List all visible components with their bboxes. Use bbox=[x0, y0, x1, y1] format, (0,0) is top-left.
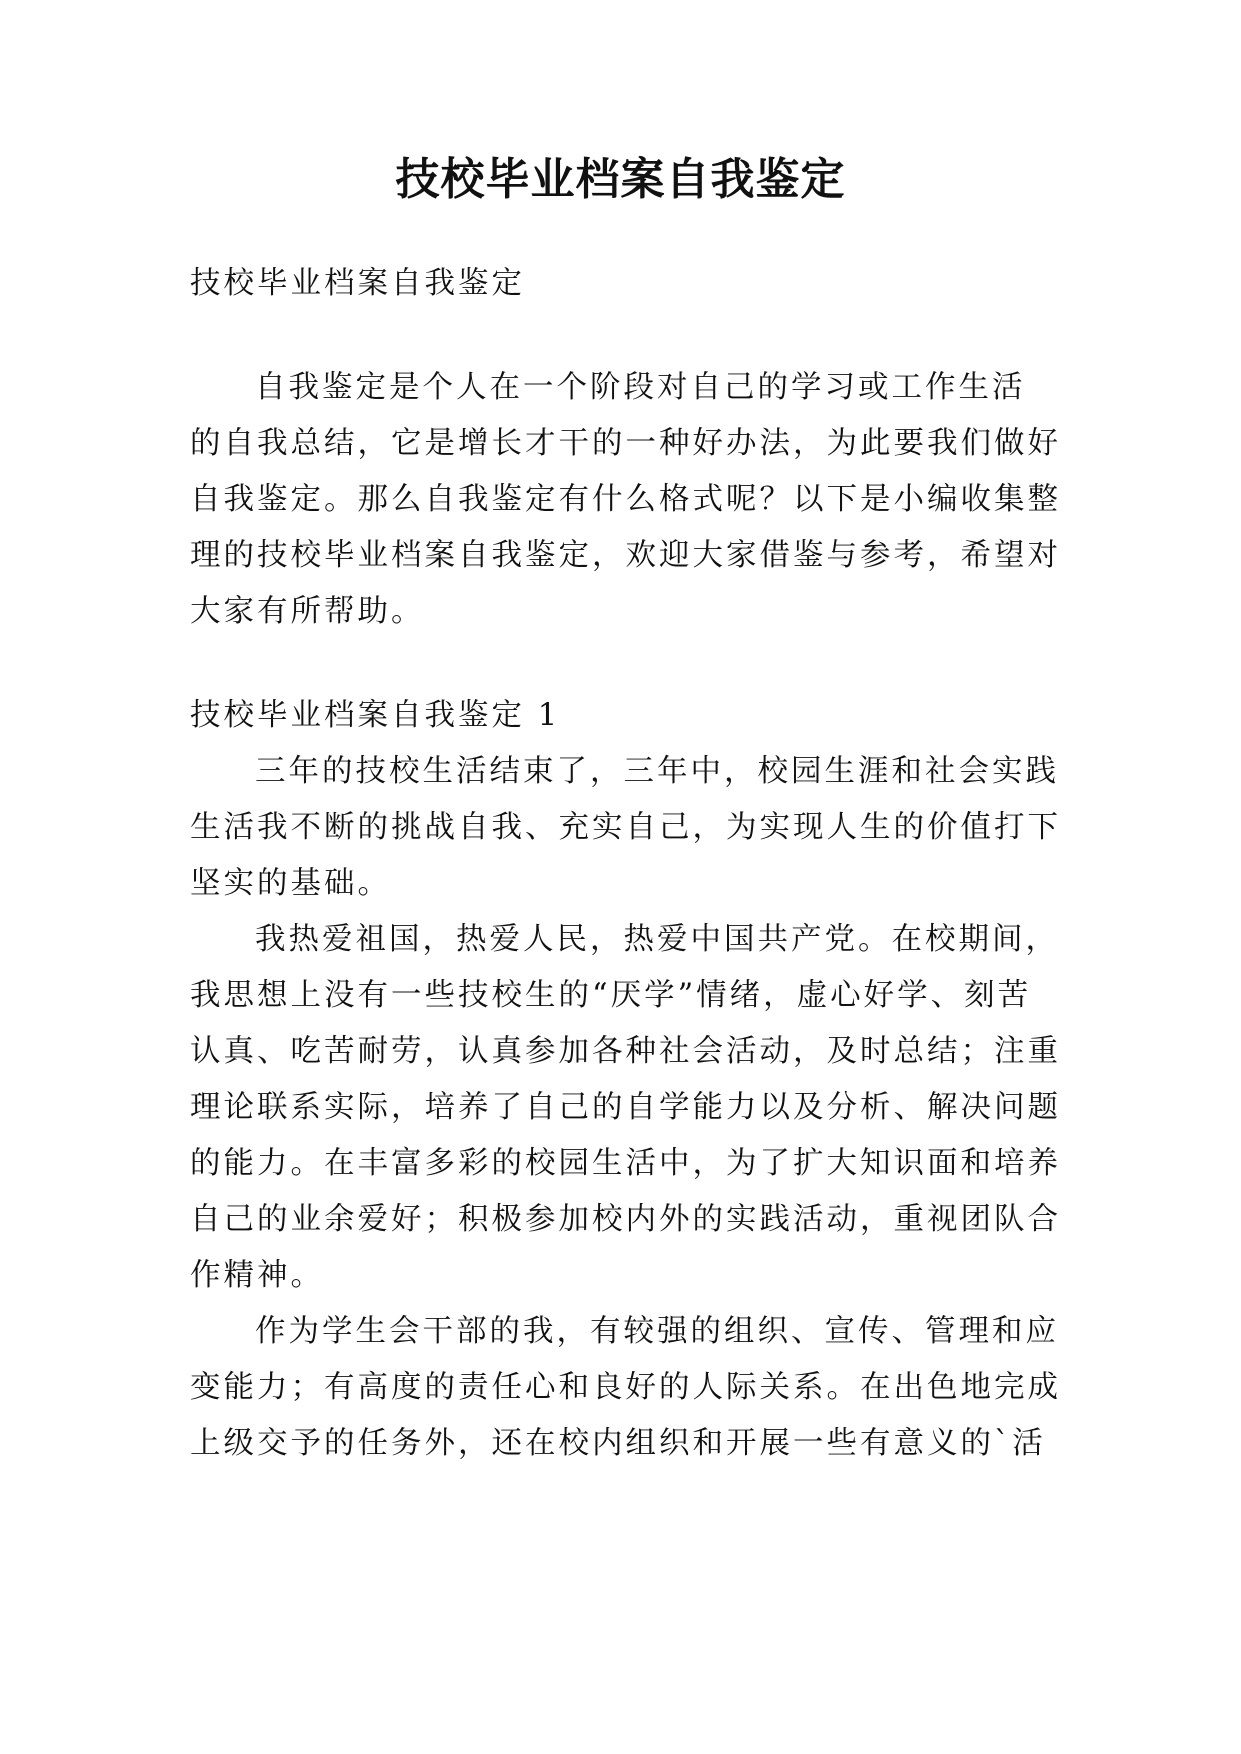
paragraph-line: 作精神。 bbox=[190, 1258, 324, 1293]
paragraph-line: 坚实的基础。 bbox=[190, 866, 391, 901]
paragraph-line: 生活我不断的挑战自我、充实自己，为实现人生的价值打下 bbox=[190, 810, 1061, 845]
paragraph-line: 自己的业余爱好；积极参加校内外的实践活动，重视团队合 bbox=[190, 1202, 1061, 1237]
paragraph-line: 作为学生会干部的我，有较强的组织、宣传、管理和应 bbox=[255, 1314, 1059, 1349]
paragraph-line: 我热爱祖国，热爱人民，热爱中国共产党。在校期间， bbox=[255, 922, 1059, 957]
paragraph-line: 三年的技校生活结束了，三年中，校园生涯和社会实践 bbox=[255, 754, 1059, 789]
document-subtitle: 技校毕业档案自我鉴定 bbox=[190, 266, 525, 301]
paragraph-line: 认真、吃苦耐劳，认真参加各种社会活动，及时总结；注重 bbox=[190, 1034, 1061, 1069]
paragraph-line: 理论联系实际，培养了自己的自学能力以及分析、解决问题 bbox=[190, 1090, 1061, 1125]
intro-line: 大家有所帮助。 bbox=[190, 594, 425, 629]
document-title: 技校毕业档案自我鉴定 bbox=[395, 154, 846, 205]
intro-line: 自我鉴定是个人在一个阶段对自己的学习或工作生活 bbox=[255, 370, 1026, 405]
paragraph-line: 变能力；有高度的责任心和良好的人际关系。在出色地完成 bbox=[190, 1370, 1061, 1405]
paragraph-line: 我思想上没有一些技校生的“厌学”情绪，虚心好学、刻苦 bbox=[190, 978, 1032, 1013]
paragraph-line: 的能力。在丰富多彩的校园生活中，为了扩大知识面和培养 bbox=[190, 1146, 1061, 1181]
intro-line: 的自我总结，它是增长才干的一种好办法，为此要我们做好 bbox=[190, 426, 1061, 461]
intro-line: 自我鉴定。那么自我鉴定有什么格式呢？以下是小编收集整 bbox=[190, 482, 1061, 517]
intro-line: 理的技校毕业档案自我鉴定，欢迎大家借鉴与参考，希望对 bbox=[190, 538, 1061, 573]
paragraph-line: 上级交予的任务外，还在校内组织和开展一些有意义的`活 bbox=[190, 1426, 1046, 1461]
section-heading: 技校毕业档案自我鉴定 1 bbox=[190, 698, 561, 733]
